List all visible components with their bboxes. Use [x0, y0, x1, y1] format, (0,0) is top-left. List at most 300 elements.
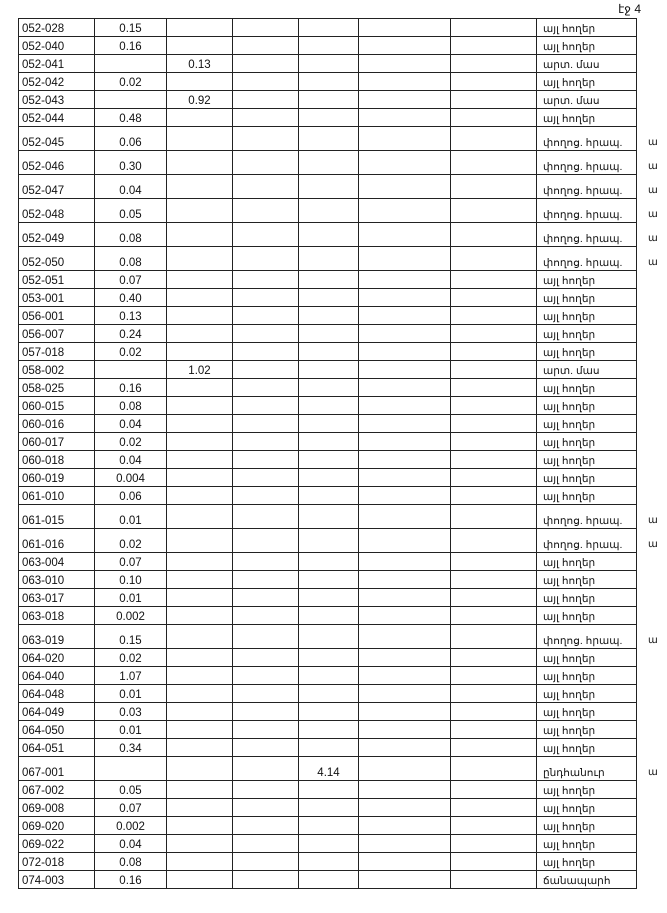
- area-value: [167, 397, 233, 415]
- area-value: [299, 451, 359, 469]
- table-row: [19, 199, 637, 223]
- empty-cell: [451, 199, 537, 223]
- empty-cell: [359, 781, 451, 799]
- parcel-code: 057-018: [19, 343, 95, 361]
- area-value: [167, 835, 233, 853]
- area-value: [299, 37, 359, 55]
- parcel-code: 069-008: [19, 799, 95, 817]
- parcel-code: 060-019: [19, 469, 95, 487]
- parcel-code: 058-025: [19, 379, 95, 397]
- area-value: [167, 667, 233, 685]
- parcel-code: 072-018: [19, 853, 95, 871]
- empty-cell: [233, 487, 299, 505]
- parcel-code: 074-003: [19, 871, 95, 889]
- area-value: 0.16: [95, 379, 167, 397]
- empty-cell: [359, 607, 451, 625]
- parcel-code: 064-040: [19, 667, 95, 685]
- empty-cell: [359, 757, 451, 781]
- area-value: [299, 415, 359, 433]
- area-value: 0.40: [95, 289, 167, 307]
- land-type: ընդհանուր: [537, 757, 637, 781]
- area-value: [299, 817, 359, 835]
- land-type: այլ հողեր: [537, 817, 637, 835]
- empty-cell: [451, 835, 537, 853]
- empty-cell: [359, 685, 451, 703]
- area-value: [299, 271, 359, 289]
- empty-cell: [233, 55, 299, 73]
- empty-cell: [233, 379, 299, 397]
- empty-cell: [233, 607, 299, 625]
- empty-cell: [359, 223, 451, 247]
- empty-cell: [359, 37, 451, 55]
- area-value: [95, 91, 167, 109]
- area-value: [299, 397, 359, 415]
- empty-cell: [233, 571, 299, 589]
- parcel-code: 060-015: [19, 397, 95, 415]
- land-type: այլ հողեր: [537, 667, 637, 685]
- area-value: [299, 343, 359, 361]
- empty-cell: [359, 589, 451, 607]
- area-value: 0.13: [95, 307, 167, 325]
- area-value: [299, 505, 359, 529]
- area-value: [299, 223, 359, 247]
- area-value: [167, 529, 233, 553]
- table-row: [19, 703, 637, 721]
- table-body: [19, 19, 637, 889]
- area-value: [167, 19, 233, 37]
- parcel-code: 052-049: [19, 223, 95, 247]
- land-type: փողոց. հրապ.: [537, 505, 637, 529]
- parcel-code: 067-002: [19, 781, 95, 799]
- area-value: [299, 553, 359, 571]
- area-value: 0.07: [95, 799, 167, 817]
- land-type: այլ հողեր: [537, 487, 637, 505]
- table-row: [19, 397, 637, 415]
- parcel-code: 052-046: [19, 151, 95, 175]
- table-row: [19, 739, 637, 757]
- empty-cell: [359, 271, 451, 289]
- area-value: [167, 127, 233, 151]
- empty-cell: [233, 433, 299, 451]
- area-value: [299, 781, 359, 799]
- land-type: արտ. մաս: [537, 55, 637, 73]
- empty-cell: [359, 703, 451, 721]
- area-value: [167, 799, 233, 817]
- area-value: [167, 739, 233, 757]
- area-value: 0.16: [95, 871, 167, 889]
- empty-cell: [359, 853, 451, 871]
- empty-cell: [451, 739, 537, 757]
- empty-cell: [451, 529, 537, 553]
- area-value: 0.04: [95, 415, 167, 433]
- area-value: [167, 379, 233, 397]
- area-value: [167, 469, 233, 487]
- land-type: այլ հողեր: [537, 553, 637, 571]
- area-value: [299, 19, 359, 37]
- area-value: [299, 127, 359, 151]
- table-row: [19, 553, 637, 571]
- area-value: [167, 433, 233, 451]
- parcel-code: 052-044: [19, 109, 95, 127]
- empty-cell: [233, 469, 299, 487]
- parcel-code: 063-019: [19, 625, 95, 649]
- land-type: այլ հողեր: [537, 415, 637, 433]
- area-value: [167, 199, 233, 223]
- table-row: [19, 571, 637, 589]
- table-row: [19, 835, 637, 853]
- area-value: 0.13: [167, 55, 233, 73]
- table-row: [19, 271, 637, 289]
- area-value: [167, 625, 233, 649]
- area-value: [167, 37, 233, 55]
- area-value: 1.07: [95, 667, 167, 685]
- empty-cell: [451, 37, 537, 55]
- empty-cell: [359, 553, 451, 571]
- table-row: [19, 433, 637, 451]
- area-value: [299, 607, 359, 625]
- table-row: [19, 799, 637, 817]
- area-value: 0.04: [95, 835, 167, 853]
- area-value: 0.01: [95, 721, 167, 739]
- area-value: [299, 685, 359, 703]
- land-type: փողոց. հրապ.: [537, 529, 637, 553]
- area-value: 0.07: [95, 553, 167, 571]
- empty-cell: [359, 871, 451, 889]
- empty-cell: [451, 571, 537, 589]
- parcel-code: 067-001: [19, 757, 95, 781]
- area-value: [299, 529, 359, 553]
- table-row: [19, 685, 637, 703]
- empty-cell: [233, 505, 299, 529]
- area-value: 0.002: [95, 607, 167, 625]
- table-row: [19, 19, 637, 37]
- empty-cell: [451, 109, 537, 127]
- empty-cell: [451, 247, 537, 271]
- empty-cell: [451, 361, 537, 379]
- land-type: փողոց. հրապ.: [537, 199, 637, 223]
- page-number: էջ 4: [618, 2, 641, 16]
- land-type: արտ. մաս: [537, 361, 637, 379]
- area-value: [299, 175, 359, 199]
- empty-cell: [233, 325, 299, 343]
- area-value: [167, 307, 233, 325]
- area-value: [299, 247, 359, 271]
- empty-cell: [451, 469, 537, 487]
- parcel-code: 052-042: [19, 73, 95, 91]
- land-type: այլ հողեր: [537, 343, 637, 361]
- area-value: [167, 817, 233, 835]
- area-value: [167, 415, 233, 433]
- area-value: [299, 307, 359, 325]
- area-value: 0.15: [95, 625, 167, 649]
- empty-cell: [233, 553, 299, 571]
- area-value: [167, 73, 233, 91]
- land-type: այլ հողեր: [537, 109, 637, 127]
- empty-cell: [451, 757, 537, 781]
- margin-mark: ա: [648, 209, 658, 220]
- empty-cell: [233, 127, 299, 151]
- area-value: 0.05: [95, 781, 167, 799]
- empty-cell: [359, 667, 451, 685]
- empty-cell: [451, 325, 537, 343]
- area-value: 0.03: [95, 703, 167, 721]
- table-row: [19, 529, 637, 553]
- area-value: [299, 667, 359, 685]
- land-type: այլ հողեր: [537, 739, 637, 757]
- empty-cell: [451, 151, 537, 175]
- area-value: [299, 55, 359, 73]
- parcel-code: 064-020: [19, 649, 95, 667]
- area-value: [167, 109, 233, 127]
- empty-cell: [359, 19, 451, 37]
- land-type: այլ հողեր: [537, 433, 637, 451]
- area-value: 0.04: [95, 175, 167, 199]
- empty-cell: [451, 799, 537, 817]
- area-value: [299, 487, 359, 505]
- area-value: 0.08: [95, 247, 167, 271]
- table-row: [19, 721, 637, 739]
- empty-cell: [233, 91, 299, 109]
- empty-cell: [233, 451, 299, 469]
- land-type: այլ հողեր: [537, 37, 637, 55]
- area-value: 0.08: [95, 853, 167, 871]
- parcel-code: 061-010: [19, 487, 95, 505]
- area-value: [299, 289, 359, 307]
- table-row: [19, 505, 637, 529]
- area-value: [299, 379, 359, 397]
- empty-cell: [233, 685, 299, 703]
- parcel-code: 052-047: [19, 175, 95, 199]
- area-value: [299, 109, 359, 127]
- area-value: 0.24: [95, 325, 167, 343]
- area-value: [167, 271, 233, 289]
- margin-mark: ա: [648, 539, 658, 550]
- empty-cell: [359, 397, 451, 415]
- area-value: [95, 361, 167, 379]
- empty-cell: [451, 55, 537, 73]
- empty-cell: [233, 781, 299, 799]
- table-row: [19, 73, 637, 91]
- margin-mark: ա: [648, 233, 658, 244]
- empty-cell: [451, 871, 537, 889]
- empty-cell: [451, 781, 537, 799]
- table-row: [19, 817, 637, 835]
- empty-cell: [359, 469, 451, 487]
- empty-cell: [451, 433, 537, 451]
- empty-cell: [451, 397, 537, 415]
- table-row: [19, 247, 637, 271]
- area-value: 0.07: [95, 271, 167, 289]
- table-row: [19, 649, 637, 667]
- empty-cell: [359, 91, 451, 109]
- table-row: [19, 343, 637, 361]
- parcel-code: 052-050: [19, 247, 95, 271]
- empty-cell: [233, 175, 299, 199]
- parcel-code: 060-017: [19, 433, 95, 451]
- land-type: այլ հողեր: [537, 835, 637, 853]
- table-row: [19, 589, 637, 607]
- margin-mark: ա: [648, 767, 658, 778]
- empty-cell: [233, 397, 299, 415]
- table-row: [19, 151, 637, 175]
- area-value: 0.002: [95, 817, 167, 835]
- empty-cell: [451, 667, 537, 685]
- land-type: այլ հողեր: [537, 397, 637, 415]
- empty-cell: [451, 343, 537, 361]
- parcel-code: 063-018: [19, 607, 95, 625]
- land-type: այլ հողեր: [537, 571, 637, 589]
- empty-cell: [451, 73, 537, 91]
- empty-cell: [359, 307, 451, 325]
- empty-cell: [233, 151, 299, 175]
- empty-cell: [359, 127, 451, 151]
- empty-cell: [359, 739, 451, 757]
- area-value: [95, 757, 167, 781]
- land-type: այլ հողեր: [537, 451, 637, 469]
- area-value: [167, 685, 233, 703]
- empty-cell: [233, 721, 299, 739]
- land-type: արտ. մաս: [537, 91, 637, 109]
- area-value: 4.14: [299, 757, 359, 781]
- area-value: [299, 721, 359, 739]
- parcel-code: 053-001: [19, 289, 95, 307]
- land-type: փողոց. հրապ.: [537, 127, 637, 151]
- empty-cell: [451, 223, 537, 247]
- empty-cell: [233, 289, 299, 307]
- margin-mark: ա: [648, 161, 658, 172]
- empty-cell: [359, 529, 451, 553]
- parcel-code: 056-007: [19, 325, 95, 343]
- area-value: [299, 571, 359, 589]
- empty-cell: [451, 703, 537, 721]
- area-value: [167, 871, 233, 889]
- table-row: [19, 325, 637, 343]
- table-row: [19, 469, 637, 487]
- area-value: [167, 781, 233, 799]
- parcel-code: 064-048: [19, 685, 95, 703]
- area-value: 0.02: [95, 433, 167, 451]
- land-type: այլ հողեր: [537, 649, 637, 667]
- table-row: [19, 451, 637, 469]
- empty-cell: [359, 325, 451, 343]
- area-value: 0.15: [95, 19, 167, 37]
- area-value: [167, 703, 233, 721]
- area-value: [167, 853, 233, 871]
- empty-cell: [359, 151, 451, 175]
- empty-cell: [233, 757, 299, 781]
- area-value: [167, 757, 233, 781]
- land-type: այլ հողեր: [537, 325, 637, 343]
- empty-cell: [359, 361, 451, 379]
- land-type: այլ հողեր: [537, 607, 637, 625]
- empty-cell: [233, 703, 299, 721]
- area-value: 0.01: [95, 505, 167, 529]
- area-value: 0.02: [95, 529, 167, 553]
- parcel-code: 052-043: [19, 91, 95, 109]
- parcel-code: 064-049: [19, 703, 95, 721]
- table-row: [19, 781, 637, 799]
- empty-cell: [359, 343, 451, 361]
- area-value: [167, 175, 233, 199]
- empty-cell: [233, 649, 299, 667]
- empty-cell: [451, 721, 537, 739]
- empty-cell: [451, 853, 537, 871]
- land-type: ճանապարհ: [537, 871, 637, 889]
- parcel-code: 063-010: [19, 571, 95, 589]
- empty-cell: [359, 505, 451, 529]
- area-value: [167, 505, 233, 529]
- area-value: 0.06: [95, 487, 167, 505]
- parcel-code: 063-017: [19, 589, 95, 607]
- area-value: [167, 325, 233, 343]
- area-value: [299, 199, 359, 223]
- area-value: [299, 73, 359, 91]
- empty-cell: [233, 667, 299, 685]
- empty-cell: [451, 91, 537, 109]
- area-value: 0.30: [95, 151, 167, 175]
- area-value: [299, 625, 359, 649]
- empty-cell: [451, 307, 537, 325]
- land-type: այլ հողեր: [537, 271, 637, 289]
- margin-mark: ա: [648, 635, 658, 646]
- margin-mark: ա: [648, 185, 658, 196]
- area-value: 0.10: [95, 571, 167, 589]
- area-value: [167, 571, 233, 589]
- area-value: 0.04: [95, 451, 167, 469]
- area-value: [299, 871, 359, 889]
- area-value: [299, 469, 359, 487]
- area-value: [167, 553, 233, 571]
- empty-cell: [233, 199, 299, 223]
- parcel-code: 052-051: [19, 271, 95, 289]
- empty-cell: [233, 871, 299, 889]
- empty-cell: [451, 415, 537, 433]
- empty-cell: [233, 529, 299, 553]
- table-row: [19, 487, 637, 505]
- land-type: փողոց. հրապ.: [537, 223, 637, 247]
- area-value: 0.92: [167, 91, 233, 109]
- empty-cell: [359, 487, 451, 505]
- parcel-code: 060-018: [19, 451, 95, 469]
- empty-cell: [233, 19, 299, 37]
- area-value: [299, 325, 359, 343]
- area-value: 0.02: [95, 649, 167, 667]
- area-value: 0.02: [95, 343, 167, 361]
- area-value: 0.02: [95, 73, 167, 91]
- empty-cell: [451, 607, 537, 625]
- parcel-code: 069-022: [19, 835, 95, 853]
- land-table: [18, 18, 637, 889]
- land-type: այլ հողեր: [537, 19, 637, 37]
- area-value: 0.05: [95, 199, 167, 223]
- table-row: [19, 625, 637, 649]
- empty-cell: [233, 343, 299, 361]
- land-type: այլ հողեր: [537, 853, 637, 871]
- area-value: [167, 607, 233, 625]
- area-value: 0.08: [95, 397, 167, 415]
- area-value: [299, 649, 359, 667]
- empty-cell: [233, 73, 299, 91]
- land-type: այլ հողեր: [537, 469, 637, 487]
- empty-cell: [359, 649, 451, 667]
- table-row: [19, 37, 637, 55]
- empty-cell: [359, 625, 451, 649]
- empty-cell: [359, 799, 451, 817]
- table-row: [19, 175, 637, 199]
- area-value: 0.08: [95, 223, 167, 247]
- parcel-code: 052-045: [19, 127, 95, 151]
- empty-cell: [233, 307, 299, 325]
